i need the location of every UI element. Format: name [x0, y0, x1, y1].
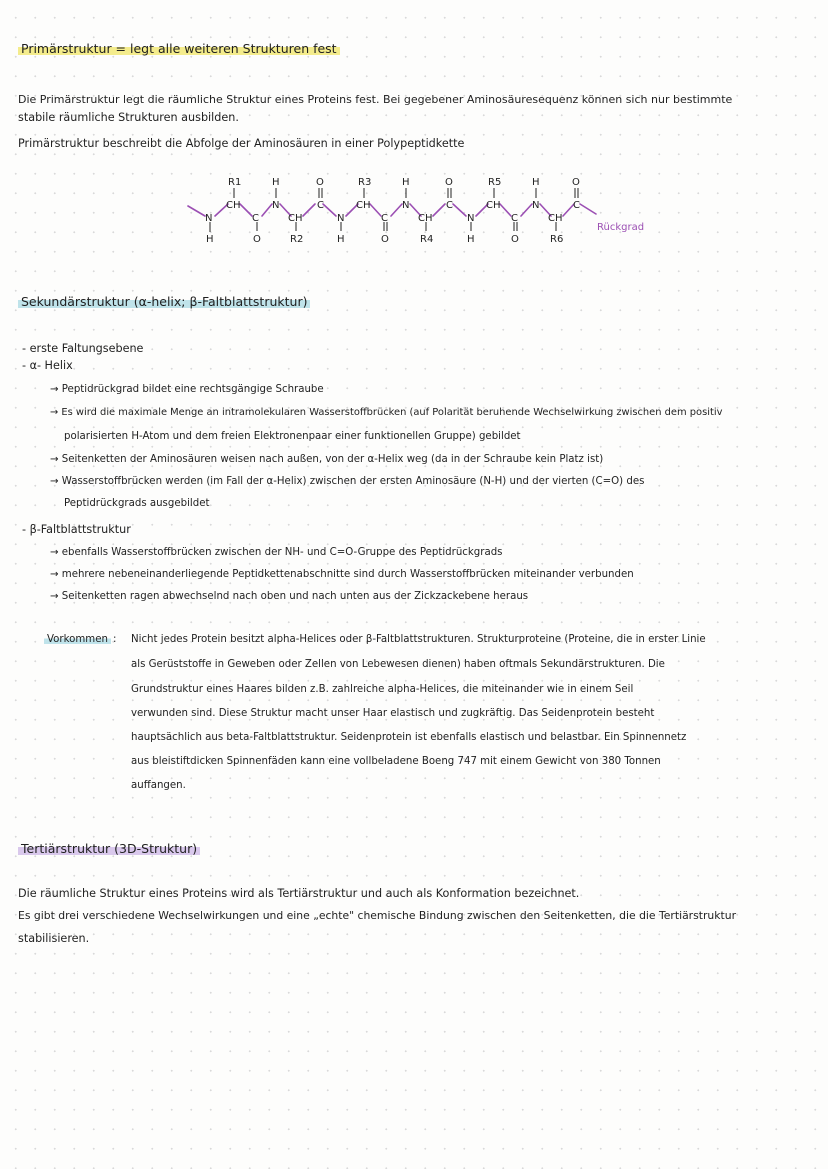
primary-text-line: Primärstruktur beschreibt die Abfolge der Aminosäuren in einer Polypeptidkette [18, 137, 465, 150]
atom-c: C [511, 213, 518, 224]
primary-text-line: Die Primärstruktur legt die räumliche Struktur eines Proteins fest. Bei gegebener Aminosäuresequenz können sich nur bestimmte [18, 93, 733, 106]
atom-o: O [316, 177, 324, 188]
atom-o: O [445, 177, 453, 188]
atom-o: O [381, 234, 389, 245]
tertiary-text-line: Es gibt drei verschiedene Wechselwirkungen und eine „echte" chemische Bindung zwischen den Seitenketten, die die Tertiärstruktur [18, 909, 737, 922]
atom-n: N [532, 200, 540, 211]
atom-ch: CH [418, 213, 433, 224]
atom-h: H [467, 234, 475, 245]
atom-h: H [532, 177, 540, 188]
occurrence-line: Nicht jedes Protein besitzt alpha-Helices oder β-Faltblattstrukturen. Strukturproteine (Proteine, die in erster Linie [131, 634, 706, 645]
atom-o: O [253, 234, 261, 245]
side-group-r5: R5 [488, 177, 502, 188]
secondary-bullet: - α- Helix [22, 359, 73, 372]
side-group-r4: R4 [420, 234, 434, 245]
polypeptide-diagram [0, 168, 828, 268]
side-group-r6: R6 [550, 234, 564, 245]
side-group-r2: R2 [290, 234, 304, 245]
occurrence-line: auffangen. [131, 780, 186, 791]
atom-ch: CH [548, 213, 563, 224]
atom-ch: CH [288, 213, 303, 224]
atom-ch: CH [356, 200, 371, 211]
secondary-bullet: - erste Faltungsebene [22, 342, 144, 355]
atom-n: N [402, 200, 410, 211]
occurrence-label: Vorkommen [44, 632, 111, 648]
tertiary-text-line: stabilisieren. [18, 932, 90, 945]
occurrence-colon: : [113, 634, 117, 645]
side-group-r1: R1 [228, 177, 242, 188]
atom-c: C [573, 200, 580, 211]
sheet-point: → ebenfalls Wasserstoffbrücken zwischen der NH- und C=O-Gruppe des Peptidrückgrads [50, 547, 503, 558]
helix-point: → Wasserstoffbrücken werden (im Fall der α-Helix) zwischen der ersten Aminosäure (N-H) und der vierten (C=O) des [50, 476, 645, 487]
side-group-r3: R3 [358, 177, 372, 188]
atom-c: C [381, 213, 388, 224]
tertiary-text-line: Die räumliche Struktur eines Proteins wird als Tertiärstruktur und auch als Konformation bezeichnet. [18, 887, 580, 900]
helix-point: polarisierten H-Atom und dem freien Elektronenpaar einer funktionellen Gruppe) gebildet [64, 431, 521, 442]
helix-point: Peptidrückgrads ausgebildet [64, 498, 210, 509]
occurrence-line: verwunden sind. Diese Struktur macht unser Haar elastisch und zugkräftig. Das Seidenprotein besteht [131, 708, 655, 719]
occurrence-line: Grundstruktur eines Haares bilden z.B. zahlreiche alpha-Helices, die miteinander wie in einem Seil [131, 684, 634, 695]
occurrence-line: hauptsächlich aus beta-Faltblattstruktur. Seidenprotein ist ebenfalls elastisch und belastbar. Ein Spinnennetz [131, 732, 687, 743]
sheet-point: → mehrere nebeneinanderliegende Peptidkettenabschnitte sind durch Wasserstoffbrücken miteinander verbunden [50, 569, 634, 580]
atom-ch: CH [486, 200, 501, 211]
helix-point: → Seitenketten der Aminosäuren weisen nach außen, von der α-Helix weg (da in der Schraube kein Platz ist) [50, 454, 604, 465]
secondary-bullet: - β-Faltblattstruktur [22, 523, 131, 536]
sheet-point: → Seitenketten ragen abwechselnd nach oben und nach unten aus der Zickzackebene heraus [50, 591, 529, 602]
atom-o: O [511, 234, 519, 245]
atom-n: N [337, 213, 345, 224]
atom-o: O [572, 177, 580, 188]
atom-n: N [272, 200, 280, 211]
helix-point: → Es wird die maximale Menge an intramolekularen Wasserstoffbrücken (auf Polarität beruhende Wechselwirkung zwischen dem positiv [50, 407, 723, 418]
primary-heading: Primärstruktur = legt alle weiteren Strukturen fest [18, 41, 340, 56]
atom-n: N [467, 213, 475, 224]
atom-c: C [317, 200, 324, 211]
atom-h: H [337, 234, 345, 245]
backbone-label: Rückgrad [597, 222, 645, 233]
occurrence-line: aus bleistiftdicken Spinnenfäden kann eine vollbeladene Boeng 747 mit einem Gewicht von 380 Tonnen [131, 756, 661, 767]
occurrence-line: als Gerüststoffe in Geweben oder Zellen von Lebewesen dienen) haben oftmals Sekundärstrukturen. Die [131, 659, 665, 670]
atom-n: N [205, 213, 213, 224]
atom-h: H [272, 177, 280, 188]
atom-ch: CH [226, 200, 241, 211]
secondary-heading: Sekundärstruktur (α-helix; β-Faltblattstruktur) [18, 294, 310, 309]
atom-c: C [446, 200, 453, 211]
tertiary-heading: Tertiärstruktur (3D-Struktur) [18, 841, 200, 856]
atom-h: H [206, 234, 214, 245]
atom-h: H [402, 177, 410, 188]
helix-point: → Peptidrückgrad bildet eine rechtsgängige Schraube [50, 384, 324, 395]
atom-c: C [252, 213, 259, 224]
primary-text-line: stabile räumliche Strukturen ausbilden. [18, 111, 239, 124]
